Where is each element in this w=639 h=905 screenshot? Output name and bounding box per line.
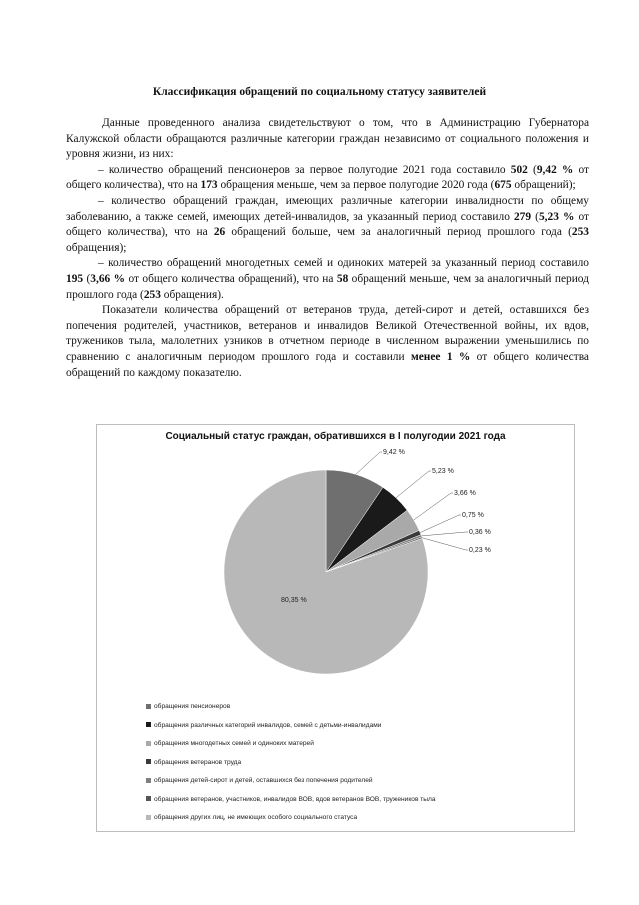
legend-label: обращения других лиц, не имеющих особого социального статуса — [154, 814, 358, 821]
legend-swatch — [146, 722, 151, 727]
closing-paragraph: Показатели количества обращений от ветеранов труда, детей-сирот и детей, оставшихся без попечения родителей, участников, ветеранов и инвалидов Великой Отечественной войны, их вдов, тружеников тыла, малолетних узников в отчетном периоде в численном выражении уменьшились по сравнению с аналогичным периодом прошлого года и составили менее 1 % от общего количества обращений по каждому показателю. — [66, 304, 589, 379]
pie-chart — [96, 424, 575, 832]
list-item-disabled: – количество обращений граждан, имеющих различные категории инвалидности по общему заболеванию, а также семей, имеющих детей-инвалидов, за указанный период составило 279 (5,23 % от общего количества), что на 26 обращений больше, чем за аналогичный период прошлого года (253 обращения); — [66, 194, 589, 254]
slice-label-4: 0,75 % — [462, 512, 484, 519]
leader-line-4 — [420, 515, 461, 533]
slice-label-7: 80,35 % — [281, 597, 307, 604]
legend-swatch — [146, 704, 151, 709]
pie-chart-svg — [97, 425, 574, 695]
slice-label-3: 3,66 % — [454, 490, 476, 497]
legend-item — [146, 796, 436, 803]
legend-item — [146, 759, 241, 766]
legend-swatch — [146, 741, 151, 746]
legend-label: обращения детей-сирот и детей, оставшихся без попечения родителей — [154, 777, 373, 784]
body-text — [66, 116, 589, 381]
legend-item — [146, 740, 314, 747]
legend-item — [146, 814, 357, 821]
section-heading: Классификация обращений по социальному статусу заявителей — [152, 86, 487, 98]
leader-line-5 — [421, 532, 468, 536]
legend-swatch — [146, 796, 151, 801]
leader-line-1 — [356, 452, 382, 474]
leader-line-6 — [422, 538, 468, 550]
legend-item — [146, 703, 230, 710]
legend-label: обращения многодетных семей и одиноких матерей — [154, 740, 314, 747]
slice-label-6: 0,23 % — [469, 547, 491, 554]
legend-swatch — [146, 815, 151, 820]
slice-label-5: 0,36 % — [469, 529, 491, 536]
chart-title: Социальный статус граждан, обратившихся в I полугодии 2021 года — [165, 431, 506, 442]
intro-paragraph: Данные проведенного анализа свидетельствуют о том, что в Администрацию Губернатора Калужской области обращаются различные категории граждан независимо от социального положения и уровня жизни, из них: — [66, 117, 589, 161]
slice-label-2: 5,23 % — [432, 468, 454, 475]
legend-item — [146, 777, 373, 784]
legend-label: обращения ветеранов труда — [154, 758, 242, 766]
legend-item — [146, 722, 381, 729]
leader-line-2 — [396, 471, 431, 498]
list-item-large-families: – количество обращений многодетных семей и одиноких матерей за указанный период составило 195 (3,66 % от общего количества обращений), что на 58 обращений меньше, чем за аналогичный период прошлого года (253 обращения). — [66, 257, 589, 301]
list-item-pensioners: – количество обращений пенсионеров за первое полугодие 2021 года составило 502 (9,42 % от общего количества), что на 173 обращения меньше, чем за первое полугодие 2020 года (675 обращений); — [66, 163, 589, 192]
legend-swatch — [146, 759, 151, 764]
legend-label: обращения пенсионеров — [154, 703, 231, 710]
legend-label: обращения ветеранов, участников, инвалидов ВОВ, вдов ветеранов ВОВ, тружеников тыла — [154, 795, 436, 803]
slice-label-1: 9,42 % — [383, 449, 405, 456]
legend-swatch — [146, 778, 151, 783]
legend-label: обращения различных категорий инвалидов, семей с детьми-инвалидами — [154, 721, 382, 729]
leader-line-3 — [414, 493, 453, 520]
